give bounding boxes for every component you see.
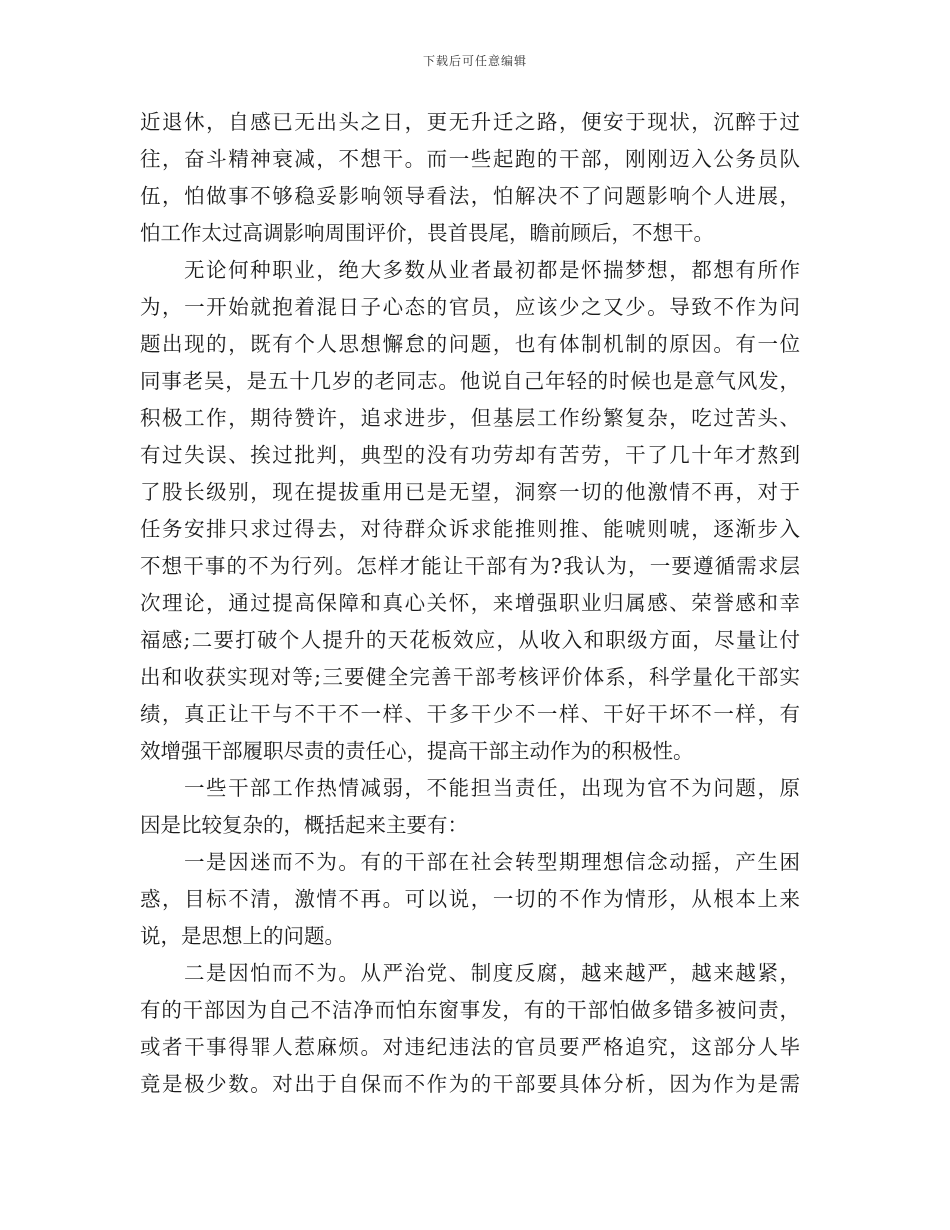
text-line: 出和收获实现对等;三要健全完善干部考核评价体系，科学量化干部实: [140, 665, 800, 689]
text-line: 或者干事得罪人惹麻烦。对违纪违法的官员要严格追究，这部分人毕: [140, 1035, 800, 1059]
text-line: 有的干部因为自己不洁净而怕东窗事发，有的干部怕做多错多被问责，: [140, 998, 800, 1022]
text-line: 绩，真正让干与不干不一样、干多干少不一样、干好干坏不一样，有: [140, 702, 800, 726]
text-line: 竟是极少数。对出于自保而不作为的干部要具体分析，因为作为是需: [140, 1072, 800, 1096]
text-line: 说，是思想上的问题。: [140, 924, 345, 948]
text-line: 近退休，自感已无出头之日，更无升迁之路，便安于现状，沉醉于过: [140, 110, 800, 134]
text-line: 伍，怕做事不够稳妥影响领导看法，怕解决不了问题影响个人进展，: [140, 184, 800, 208]
body-text: [140, 104, 800, 1103]
text-line: 一些干部工作热情减弱，不能担当责任，出现为官不为问题，原: [184, 776, 800, 800]
text-line: 积极工作，期待赞许，追求进步，但基层工作纷繁复杂，吃过苦头、: [140, 406, 800, 430]
text-line: 不想干事的不为行列。怎样才能让干部有为?我认为，一要遵循需求层: [140, 554, 800, 578]
text-line: 因是比较复杂的，概括起来主要有：: [140, 813, 468, 837]
page-header: 下载后可任意编辑: [422, 54, 527, 68]
text-line: 为，一开始就抱着混日子心态的官员，应该少之又少。导致不作为问: [140, 295, 800, 319]
text-line: 往，奋斗精神衰减，不想干。而一些起跑的干部，刚刚迈入公务员队: [140, 147, 800, 171]
text-line: 次理论，通过提高保障和真心关怀，来增强职业归属感、荣誉感和幸: [140, 591, 800, 615]
text-line: 任务安排只求过得去，对待群众诉求能推则推、能唬则唬，逐渐步入: [140, 517, 800, 541]
text-line: 题出现的，既有个人思想懈怠的问题，也有体制机制的原因。有一位: [140, 332, 800, 356]
text-line: 怕工作太过高调影响周围评价，畏首畏尾，瞻前顾后，不想干。: [140, 221, 714, 245]
text-line: 惑，目标不清，激情不再。可以说，一切的不作为情形，从根本上来: [140, 887, 800, 911]
text-line: 一是因迷而不为。有的干部在社会转型期理想信念动摇，产生困: [184, 850, 800, 874]
text-line: 效增强干部履职尽责的责任心，提高干部主动作为的积极性。: [140, 739, 694, 763]
text-line: 福感;二要打破个人提升的天花板效应，从收入和职级方面，尽量让付: [140, 628, 800, 652]
text-line: 有过失误、挨过批判，典型的没有功劳却有苦劳，干了几十年才熬到: [140, 443, 800, 467]
text-line: 无论何种职业，绝大多数从业者最初都是怀揣梦想，都想有所作: [184, 258, 800, 282]
text-line: 了股长级别，现在提拔重用已是无望，洞察一切的他激情不再，对于: [140, 480, 800, 504]
text-line: 二是因怕而不为。从严治党、制度反腐，越来越严，越来越紧，: [184, 961, 800, 985]
text-line: 同事老吴，是五十几岁的老同志。他说自己年轻的时候也是意气风发，: [140, 369, 800, 393]
